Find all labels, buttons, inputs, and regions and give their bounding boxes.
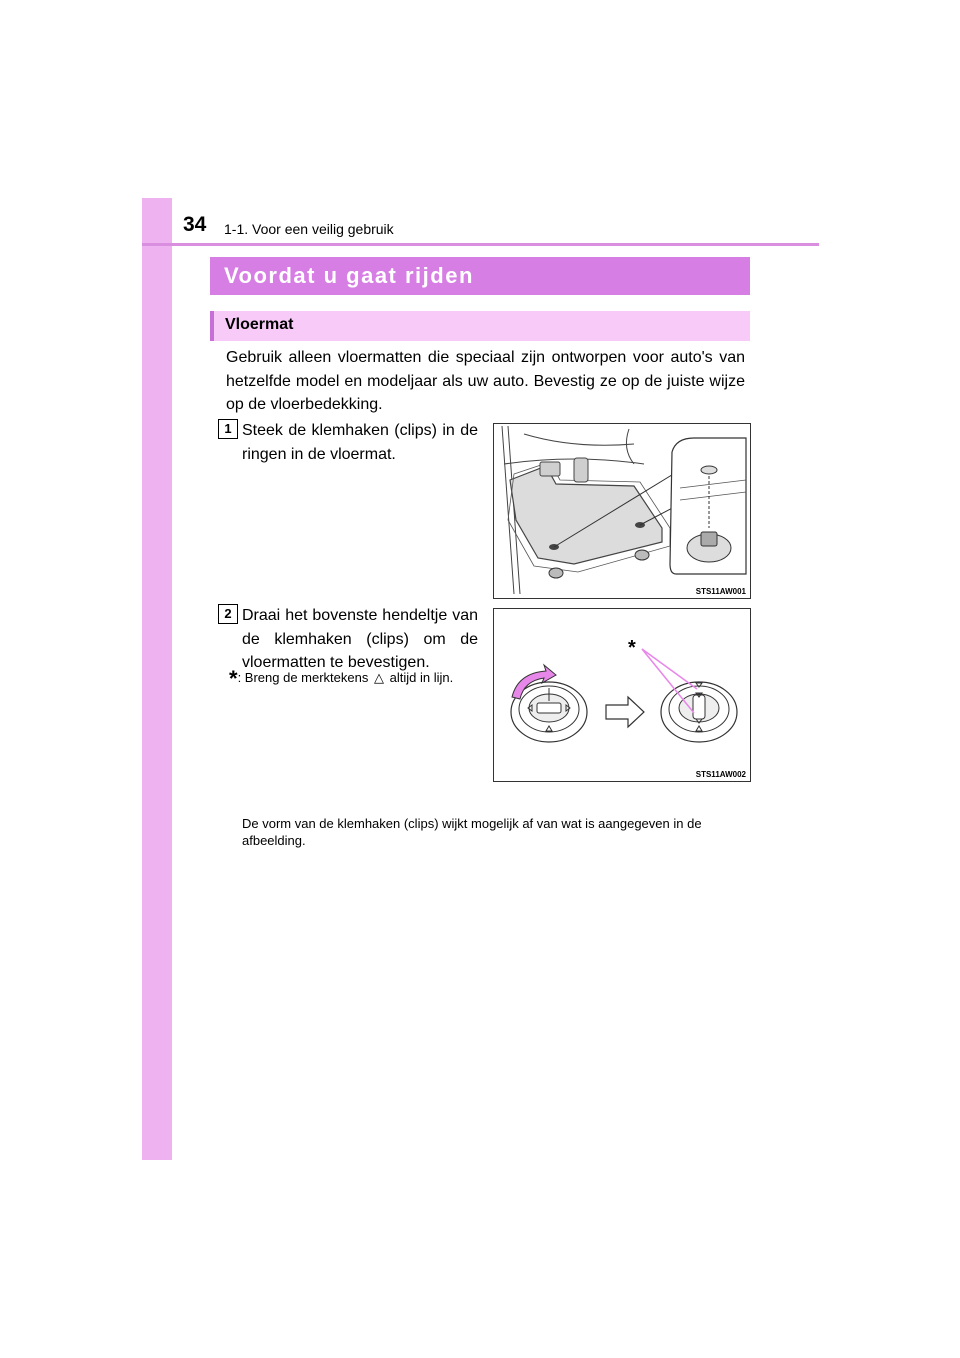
- step-1-text: Steek de klemhaken (clips) in de ringen in de vloermat.: [242, 422, 478, 463]
- note-text-after: altijd in lijn.: [389, 670, 454, 685]
- triangle-mark-icon: △: [373, 670, 384, 685]
- figure-floor-mat: [493, 423, 751, 599]
- figure-clip-turn: [493, 608, 751, 782]
- figure-code-2: STS11AW002: [695, 770, 746, 779]
- intro-paragraph: Gebruik alleen vloermatten die speciaal zijn ontworpen voor auto's van hetzelfde model en modeljaar als uw auto. Bevestig ze op de juiste wijze op de vloerbedekking.: [226, 349, 745, 413]
- note-text-before: : Breng de merktekens: [237, 670, 369, 685]
- page-number: 34: [183, 213, 207, 236]
- chapter-title: 1-1. Voor een veilig gebruik: [224, 221, 394, 237]
- section-banner: [210, 257, 750, 295]
- header-rule: [142, 243, 819, 246]
- clip-turn-illustration: [494, 609, 750, 781]
- figure-caption: De vorm van de klemhaken (clips) wijkt mogelijk af van wat is aangegeven in de afbeelding.: [242, 816, 702, 848]
- step-number-2: 2: [218, 604, 238, 624]
- side-tab-strip: [142, 198, 172, 1160]
- subsection-title: Vloermat: [225, 316, 294, 333]
- figure-asterisk-marker: *: [628, 637, 636, 659]
- floor-mat-illustration: [494, 424, 750, 598]
- subsection-banner: [210, 311, 750, 341]
- step-number-1: 1: [218, 419, 238, 439]
- note-align-marks: [229, 668, 479, 689]
- subsection-accent-bar: [210, 311, 214, 341]
- figure-code-1: STS11AW001: [695, 587, 746, 596]
- step-2-text: Draai het bovenste hendeltje van de klemhaken (clips) om de vloermatten te bevestigen.: [242, 607, 478, 671]
- section-title: Voordat u gaat rijden: [224, 263, 474, 288]
- note-marker: *: [229, 666, 238, 691]
